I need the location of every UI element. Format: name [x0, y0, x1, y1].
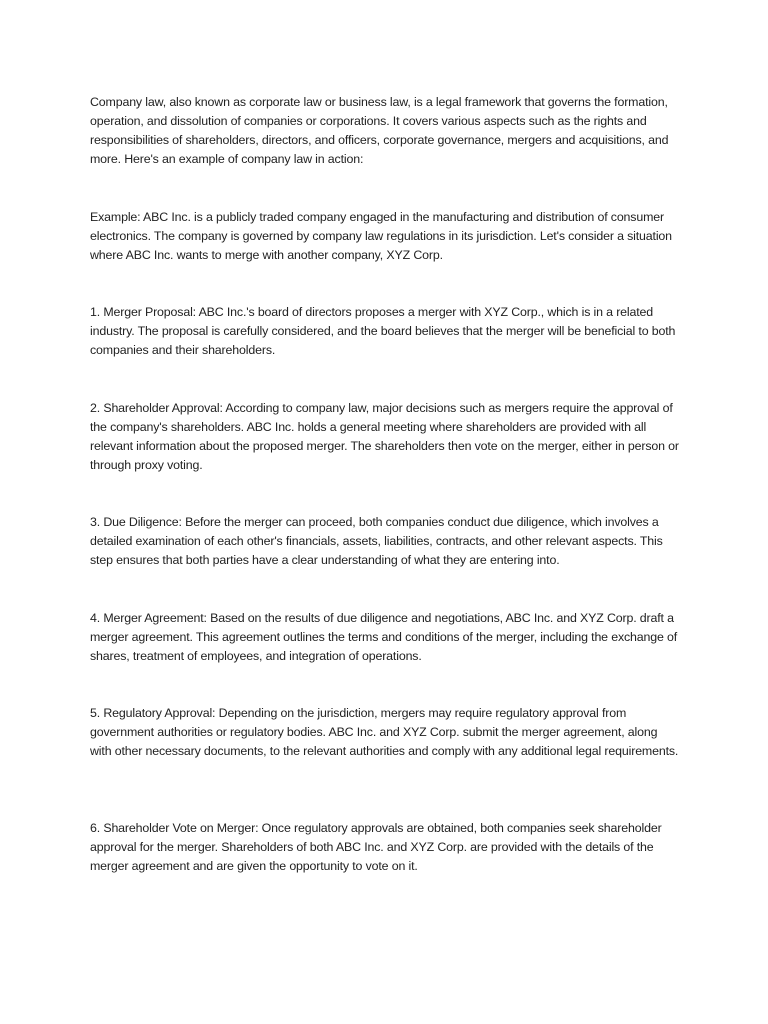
step-shareholder-approval: 2. Shareholder Approval: According to company law, major decisions such as mergers require the approval of the company's shareholders. ABC Inc. holds a general meeting where shareholders are provided with all relevant information about the proposed merger. The shareholders then vote on the merger, either in person or through proxy voting. — [90, 401, 679, 472]
step-due-diligence: 3. Due Diligence: Before the merger can proceed, both companies conduct due diligence, which involves a detailed examination of each other's financials, assets, liabilities, contracts, and other relevant aspects. This step ensures that both parties have a clear understanding of what they are entering into. — [90, 515, 663, 567]
intro-paragraph: Company law, also known as corporate law or business law, is a legal framework that governs the formation, operation, and dissolution of companies or corporations. It covers various aspects such as the rights and responsibilities of shareholders, directors, and officers, corporate governance, mergers and acquisitions, and more. Here's an example of company law in action: — [90, 95, 669, 166]
step-merger-agreement: 4. Merger Agreement: Based on the results of due diligence and negotiations, ABC Inc. and XYZ Corp. draft a merger agreement. This agreement outlines the terms and conditions of the merger, including the exchange of shares, treatment of employees, and integration of operations. — [90, 611, 678, 663]
example-paragraph: Example: ABC Inc. is a publicly traded company engaged in the manufacturing and distribution of consumer electronics. The company is governed by company law regulations in its jurisdiction. Let's consider a situation where ABC Inc. wants to merge with another company, XYZ Corp. — [90, 210, 672, 262]
step-merger-proposal: 1. Merger Proposal: ABC Inc.'s board of directors proposes a merger with XYZ Corp., which is in a related industry. The proposal is carefully considered, and the board believes that the merger will be beneficial to both companies and their shareholders. — [90, 305, 676, 357]
step-shareholder-vote: 6. Shareholder Vote on Merger: Once regulatory approvals are obtained, both companies seek shareholder approval for the merger. Shareholders of both ABC Inc. and XYZ Corp. are provided with the details of the merger agreement and are given the opportunity to vote on it. — [90, 821, 662, 873]
step-regulatory-approval: 5. Regulatory Approval: Depending on the jurisdiction, mergers may require regulatory approval from government authorities or regulatory bodies. ABC Inc. and XYZ Corp. submit the merger agreement, along with other necessary documents, to the relevant authorities and comply with any additional legal requirements. — [90, 706, 679, 758]
